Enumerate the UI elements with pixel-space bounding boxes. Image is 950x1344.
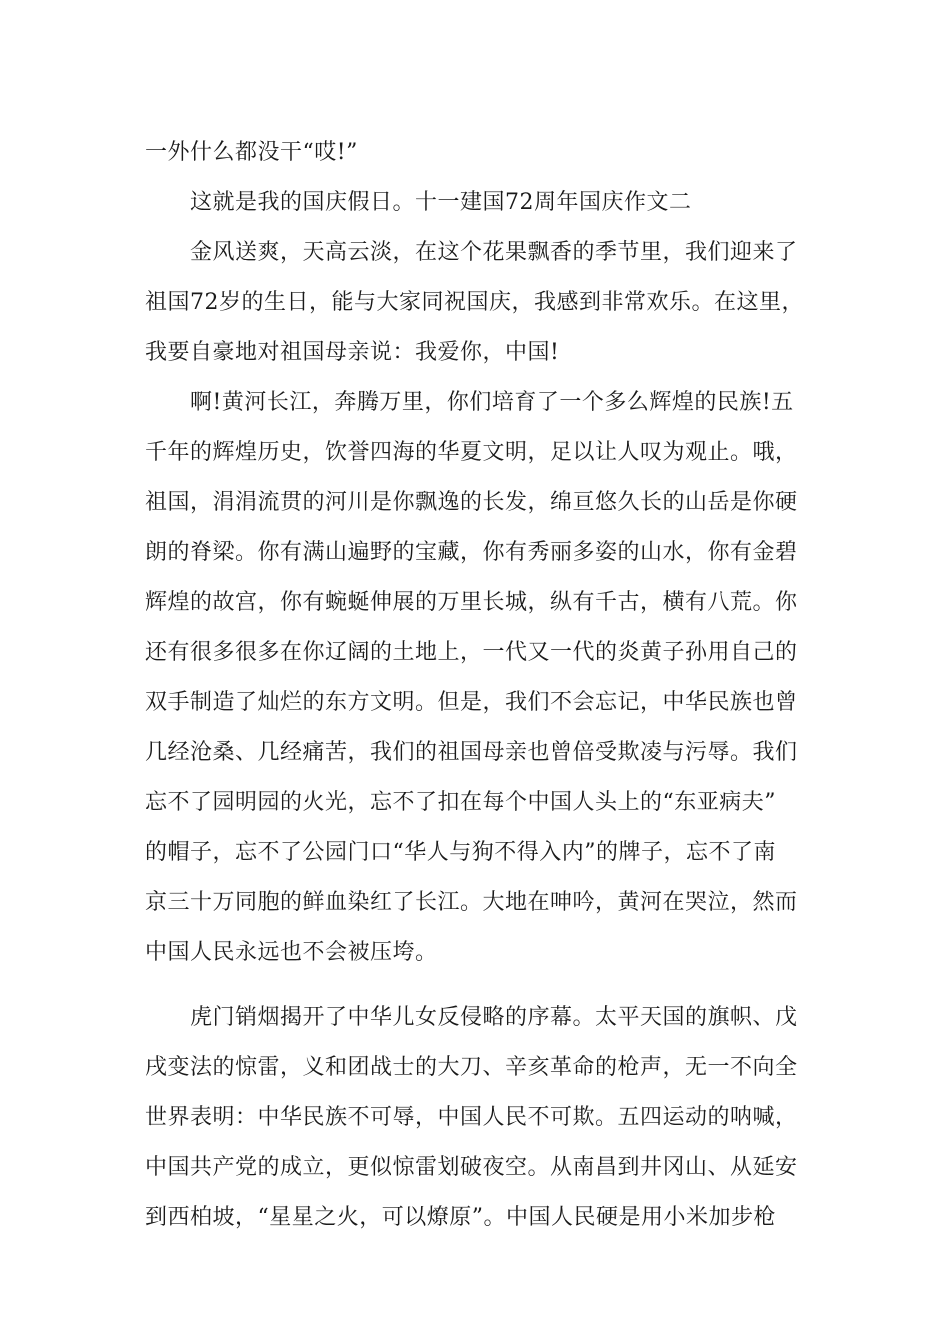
text-line: 一外什么都没干“哎!” bbox=[145, 140, 358, 165]
text-line: 几经沧桑、几经痛苦，我们的祖国母亲也曾倍受欺凌与污辱。我们 bbox=[145, 740, 798, 765]
text-line: 辉煌的故宫，你有蜿蜒伸展的万里长城，纵有千古，横有八荒。你 bbox=[145, 590, 798, 615]
text-line: 到西柏坡，“星星之火，可以燎原”。中国人民硬是用小米加步枪 bbox=[145, 1205, 776, 1230]
text-line: 中国共产党的成立，更似惊雷划破夜空。从南昌到井冈山、从延安 bbox=[145, 1155, 798, 1180]
text-line: 虎门销烟揭开了中华儿女反侵略的序幕。太平天国的旗帜、戊 bbox=[190, 1005, 798, 1030]
text-line: 京三十万同胞的鲜血染红了长江。大地在呻吟，黄河在哭泣，然而 bbox=[145, 890, 798, 915]
text-line: 的帽子，忘不了公园门口“华人与狗不得入内”的牌子，忘不了南 bbox=[145, 840, 776, 865]
text-line: 我要自豪地对祖国母亲说：我爱你，中国! bbox=[145, 340, 560, 365]
text-line: 朗的脊梁。你有满山遍野的宝藏，你有秀丽多姿的山水，你有金碧 bbox=[145, 540, 798, 565]
text-line: 这就是我的国庆假日。十一建国72周年国庆作文二 bbox=[190, 190, 692, 215]
text-line: 戌变法的惊雷，义和团战士的大刀、辛亥革命的枪声，无一不向全 bbox=[145, 1055, 798, 1080]
text-line: 金风送爽，天高云淡，在这个花果飘香的季节里，我们迎来了 bbox=[190, 240, 798, 265]
text-line: 啊!黄河长江，奔腾万里，你们培育了一个多么辉煌的民族!五 bbox=[190, 390, 794, 415]
text-line: 祖国，涓涓流贯的河川是你飘逸的长发，绵亘悠久长的山岳是你硬 bbox=[145, 490, 798, 515]
text-line: 还有很多很多在你辽阔的土地上，一代又一代的炎黄子孙用自己的 bbox=[145, 640, 798, 665]
text-line: 千年的辉煌历史，饮誉四海的华夏文明，足以让人叹为观止。哦， bbox=[145, 440, 798, 465]
text-line: 忘不了园明园的火光，忘不了扣在每个中国人头上的“东亚病夫” bbox=[145, 790, 776, 815]
text-line: 祖国72岁的生日，能与大家同祝国庆，我感到非常欢乐。在这里， bbox=[145, 290, 804, 315]
text-line: 中国人民永远也不会被压垮。 bbox=[145, 940, 438, 965]
text-line: 双手制造了灿烂的东方文明。但是，我们不会忘记，中华民族也曾 bbox=[145, 690, 798, 715]
text-line: 世界表明：中华民族不可辱，中国人民不可欺。五四运动的呐喊， bbox=[145, 1105, 798, 1130]
